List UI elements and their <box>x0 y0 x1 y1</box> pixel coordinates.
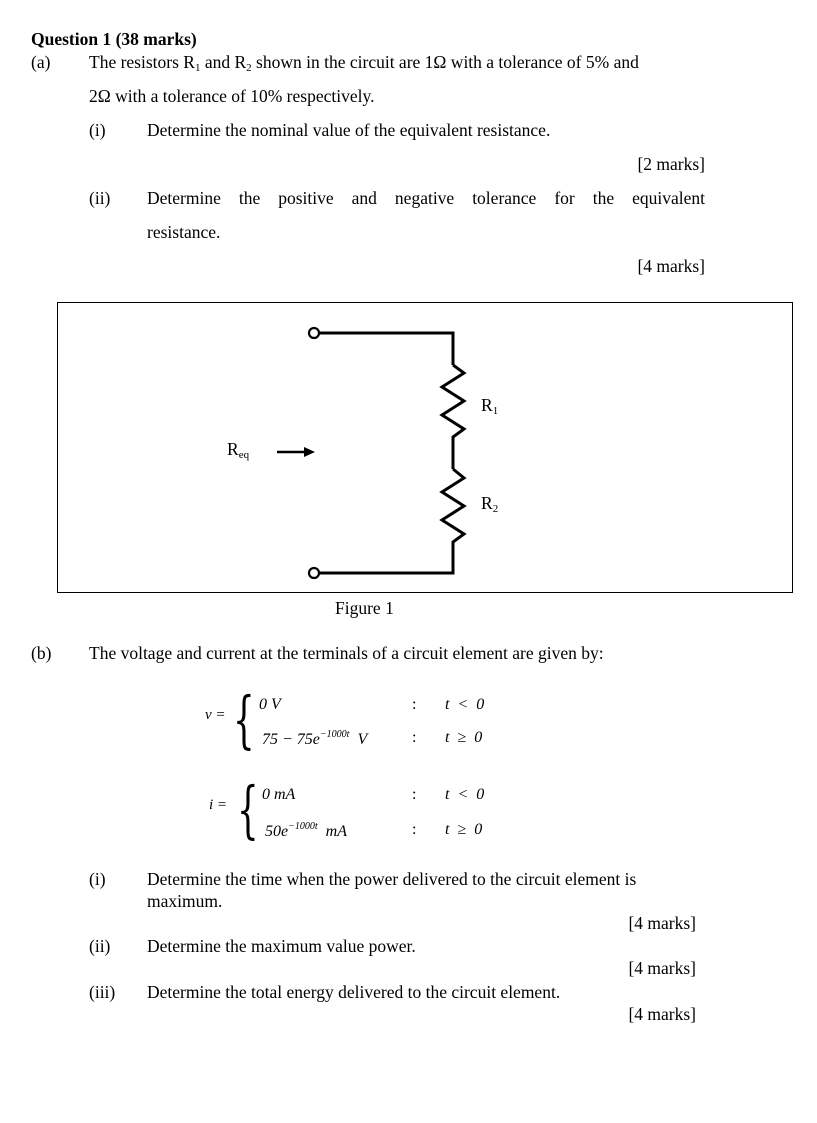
part-b-i-marks: [4 marks] <box>628 913 696 933</box>
circuit-diagram <box>58 303 794 594</box>
top-terminal-icon <box>309 328 319 338</box>
resistor-r2-icon <box>319 469 464 573</box>
figure-1-box <box>57 302 793 593</box>
part-a-line2: 2Ω with a tolerance of 10% respectively. <box>89 86 375 106</box>
bottom-terminal-icon <box>309 568 319 578</box>
part-b-i-text-line2: maximum. <box>147 891 223 911</box>
resistor-r1-icon <box>442 365 464 469</box>
v-eq-lhs: v = <box>205 707 226 723</box>
part-b-ii-marks: [4 marks] <box>628 958 696 978</box>
i-eq-lhs: i = <box>209 797 228 813</box>
part-a-i-text: Determine the nominal value of the equivalent resistance. <box>147 120 551 140</box>
v-case1-expr: 0 V <box>259 696 281 713</box>
i-case1-expr: 0 mA <box>262 786 296 803</box>
v-brace-icon: { <box>233 683 255 756</box>
part-a-line1: The resistors $R_1$ and $R_2$ shown in the circuit are 1Ω with a tolerance of 5% and <box>89 52 639 74</box>
r1-label: $R_1$ <box>481 395 499 417</box>
v-case2-expr: $75 - 75e^{-1000t}$ V <box>262 729 368 748</box>
part-b-ii-label: (ii) <box>89 936 111 956</box>
v-case2-cond: t ≥ 0 <box>445 729 483 746</box>
part-a-ii-text-line2: resistance. <box>147 222 221 242</box>
part-b-ii-text: Determine the maximum value power. <box>147 936 416 956</box>
i-case2-colon: : <box>412 821 417 838</box>
part-b-label: (b) <box>31 643 52 663</box>
part-b-intro: The voltage and current at the terminals of a circuit element are given by: <box>89 643 604 663</box>
part-b-iii-marks: [4 marks] <box>628 1004 696 1024</box>
r2-label: $R_2$ <box>481 493 499 515</box>
i-case2-expr: $50e^{-1000t}$ mA <box>265 821 347 840</box>
v-case1-cond: t < 0 <box>445 696 485 713</box>
part-b-i-label: (i) <box>89 869 106 889</box>
part-a-i-marks: [2 marks] <box>637 154 705 174</box>
v-case2-colon: : <box>412 729 417 746</box>
v-case1-colon: : <box>412 696 417 713</box>
part-a-ii-text-line1: Determine the positive and negative tolerance for the equivalent <box>147 188 705 208</box>
part-b-i-text-line1: Determine the time when the power delivered to the circuit element is <box>147 869 637 889</box>
part-b-iii-label: (iii) <box>89 982 116 1002</box>
part-a-label: (a) <box>31 52 51 72</box>
i-case2-cond: t ≥ 0 <box>445 821 483 838</box>
part-a-ii-label: (ii) <box>89 188 111 208</box>
question-heading: Question 1 (38 marks) <box>31 29 197 49</box>
figure-caption: Figure 1 <box>335 598 394 618</box>
part-b-iii-text: Determine the total energy delivered to the circuit element. <box>147 982 561 1002</box>
i-case1-colon: : <box>412 786 417 803</box>
part-a-i-label: (i) <box>89 120 106 140</box>
req-arrow-head-icon <box>304 447 315 457</box>
req-label: $R_{eq}$ <box>227 439 250 461</box>
i-case1-cond: t < 0 <box>445 786 485 803</box>
top-wire <box>319 333 453 365</box>
i-brace-icon: { <box>237 773 259 846</box>
part-a-ii-marks: [4 marks] <box>637 256 705 276</box>
